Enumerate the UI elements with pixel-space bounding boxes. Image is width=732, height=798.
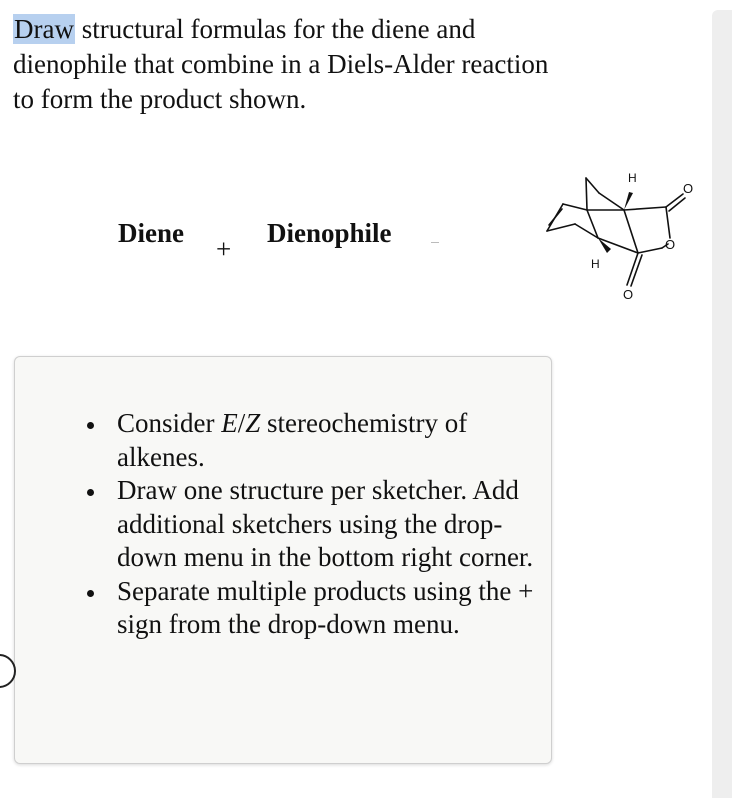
bond-bridge-b <box>586 178 599 193</box>
hint-list <box>95 407 535 642</box>
bond-bridge-a <box>586 178 587 210</box>
bond-co-top-1 <box>666 194 683 207</box>
bond-c1-c2-double <box>549 209 562 225</box>
bond-c2-c3 <box>563 204 587 210</box>
atom-h-top: H <box>628 171 637 185</box>
bond-to-carbonyl-top <box>624 207 666 210</box>
question-rest: structural formulas for the diene and dienophile that combine in a Diels-Alder reaction to form the product shown. <box>13 14 549 114</box>
atom-o-carbonyl-bottom: O <box>623 287 634 302</box>
question-text <box>13 12 573 117</box>
reaction-arrow <box>431 242 439 243</box>
bond-to-carbonyl-bottom <box>638 248 662 253</box>
diene-label: Diene <box>118 218 184 248</box>
wedge-top-h <box>624 192 633 210</box>
hint-item-ez: Consider E/Z stereochemistry of alkenes. <box>95 407 535 474</box>
dienophile-label: Dienophile <box>267 218 392 248</box>
atom-o-carbonyl-top: O <box>683 181 694 196</box>
plus-sign: + <box>216 234 232 264</box>
atom-o-ring: O <box>665 237 676 252</box>
atom-h-bottom: H <box>591 257 600 271</box>
hint-item-separate: Separate multiple products using the + sign from the drop-down menu. <box>95 575 535 642</box>
bond-co-top-2 <box>669 198 685 211</box>
bond-fusion <box>624 210 638 253</box>
bond-bridge-c <box>599 193 624 210</box>
hint-box <box>14 356 552 764</box>
highlighted-word: Draw <box>14 14 74 44</box>
right-scroll-panel <box>712 10 732 798</box>
product-structure <box>540 160 720 310</box>
hint-item-sketcher: Draw one structure per sketcher. Add additional sketchers using the drop-down menu in the bottom right corner. <box>95 474 535 575</box>
